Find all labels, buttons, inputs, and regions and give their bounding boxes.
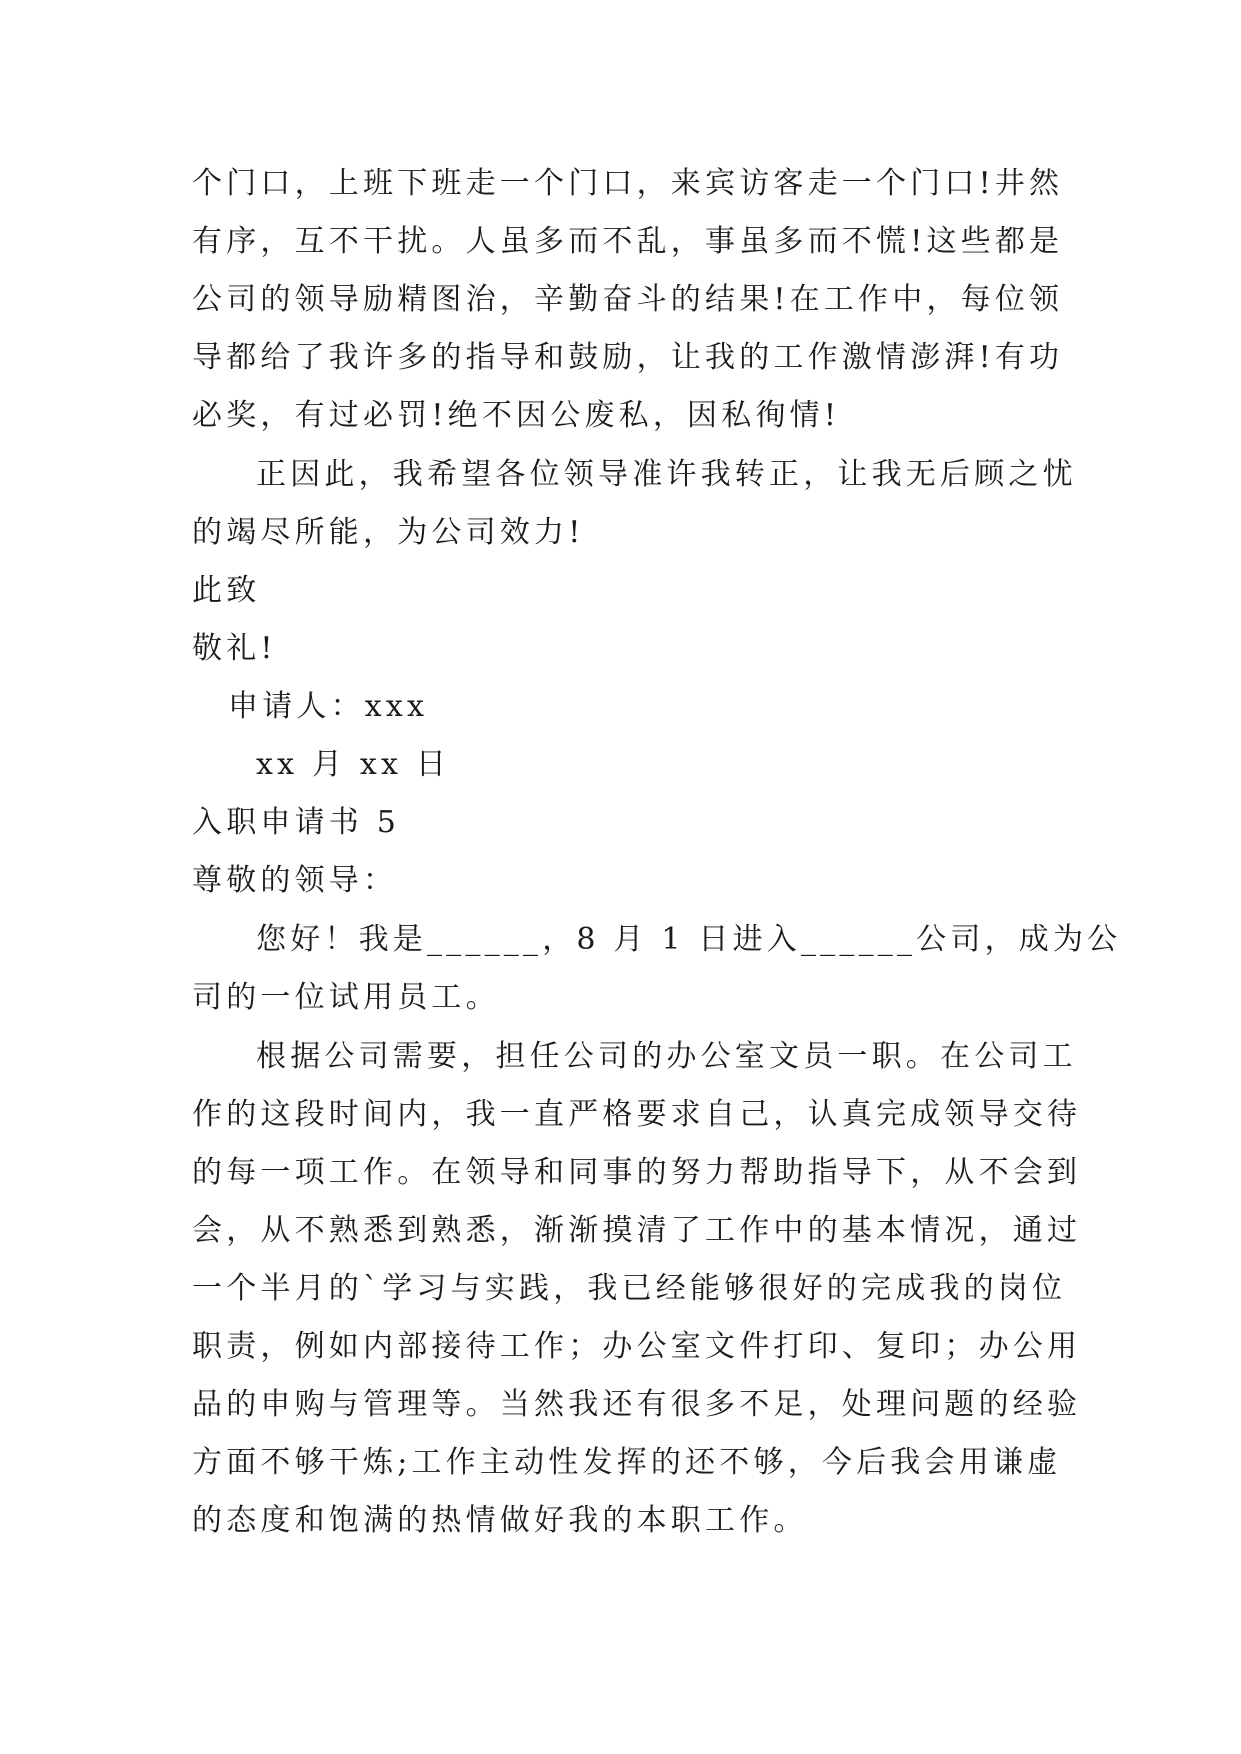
text-line: 品的申购与管理等。当然我还有很多不足，处理问题的经验 xyxy=(192,1387,1082,1422)
text-line: 会，从不熟悉到熟悉，渐渐摸清了工作中的基本情况，通过 xyxy=(192,1213,1082,1248)
text-line: 方面不够干炼;工作主动性发挥的还不够，今后我会用谦虚 xyxy=(192,1445,1062,1480)
paragraph-first-line: 根据公司需要，担任公司的办公室文员一职。在公司工 xyxy=(256,1039,1077,1074)
section-title: 入职申请书 5 xyxy=(192,805,401,840)
text-line: 职责，例如内部接待工作；办公室文件打印、复印；办公用 xyxy=(192,1329,1082,1364)
text-line: 个门口，上班下班走一个门口，来宾访客走一个门口!井然 xyxy=(192,166,1064,201)
paragraph-first-line: 正因此，我希望各位领导准许我转正，让我无后顾之忧 xyxy=(256,457,1077,492)
text-line: 必奖，有过必罚!绝不因公废私，因私徇情! xyxy=(192,398,841,433)
applicant-signature: 申请人：xxx xyxy=(228,689,429,724)
closing-regards: 敬礼! xyxy=(192,631,277,666)
text-line: 作的这段时间内，我一直严格要求自己，认真完成领导交待 xyxy=(192,1097,1082,1132)
text-line: 的每一项工作。在领导和同事的努力帮助指导下，从不会到 xyxy=(192,1155,1082,1190)
signature-date: xx 月 xx 日 xyxy=(256,747,451,782)
text-line: 一个半月的`学习与实践，我已经能够很好的完成我的岗位 xyxy=(192,1271,1067,1306)
text-line: 公司的领导励精图治，辛勤奋斗的结果!在工作中，每位领 xyxy=(192,282,1064,317)
text-line: 有序，互不干扰。人虽多而不乱，事虽多而不慌!这些都是 xyxy=(192,224,1064,259)
text-line: 的竭尽所能，为公司效力! xyxy=(192,515,585,550)
closing-salutation: 此致 xyxy=(192,573,261,608)
paragraph-first-line: 您好！我是______，8 月 1 日进入______公司，成为公 xyxy=(256,922,1122,957)
text-line: 司的一位试用员工。 xyxy=(192,980,500,1015)
text-line: 的态度和饱满的热情做好我的本职工作。 xyxy=(192,1503,808,1538)
letter-greeting: 尊敬的领导： xyxy=(192,863,398,898)
text-line: 导都给了我许多的指导和鼓励，让我的工作激情澎湃!有功 xyxy=(192,340,1064,375)
